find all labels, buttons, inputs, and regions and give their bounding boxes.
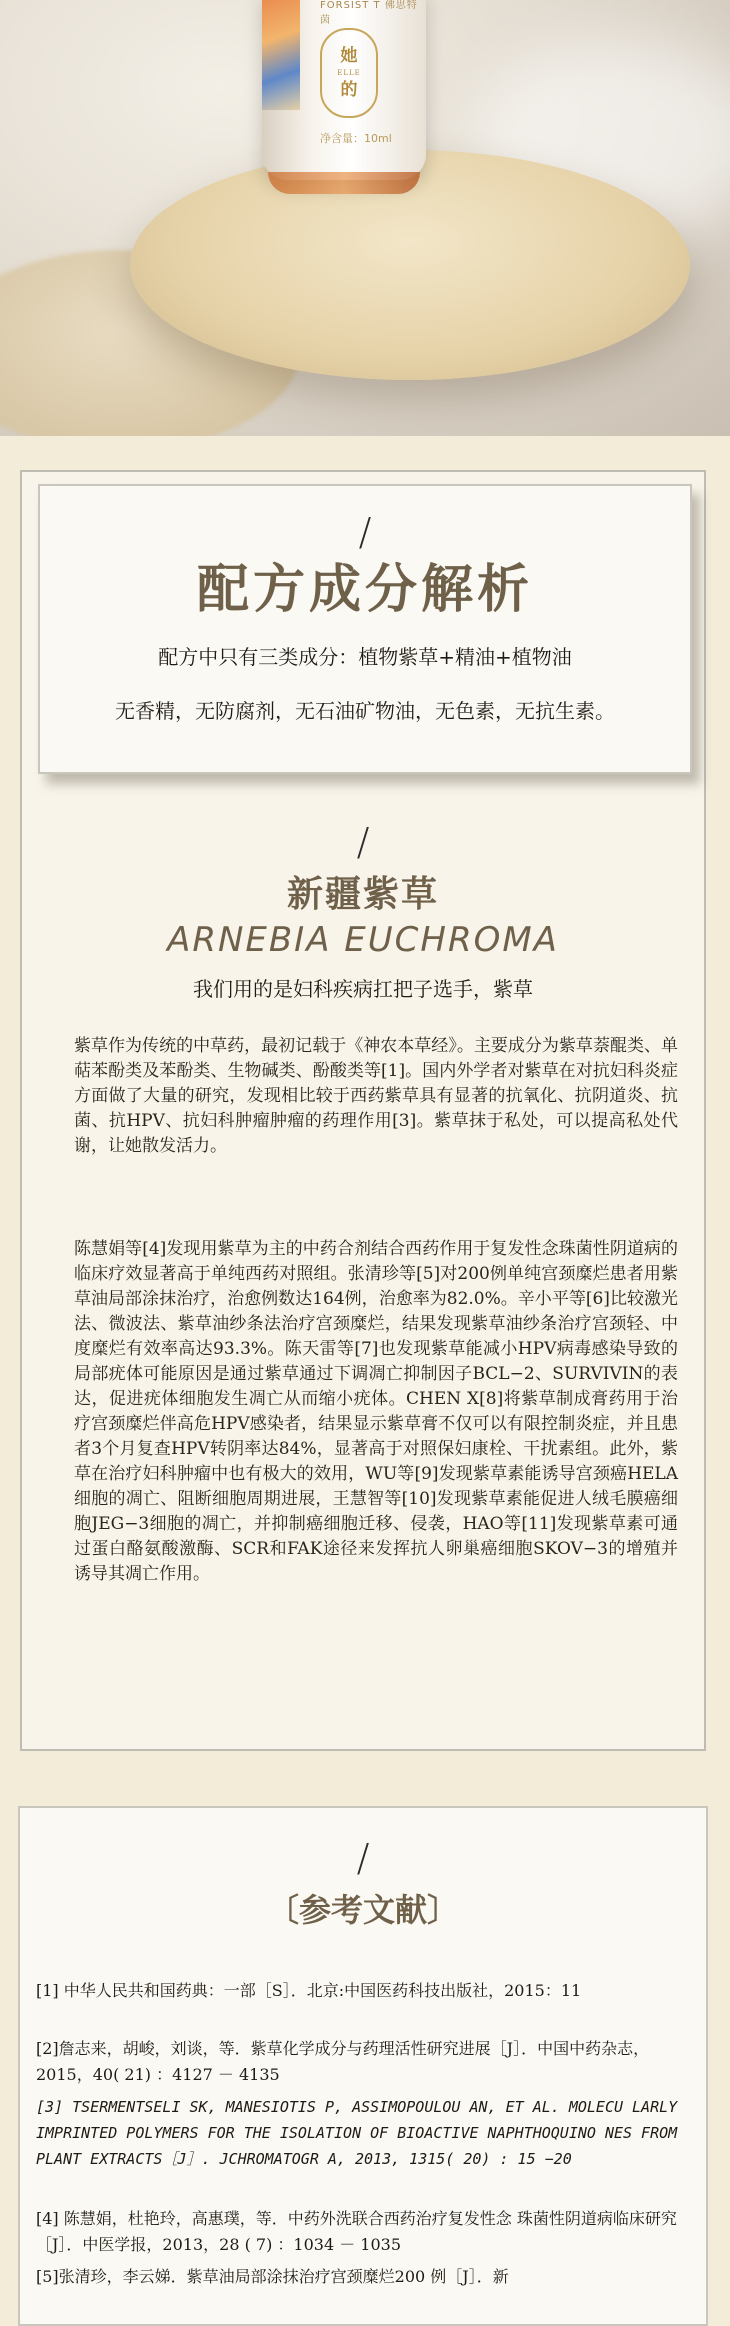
- references-card: [18, 1806, 708, 2326]
- bottle-brand: FORSIST T 佛思特茵: [320, 0, 418, 26]
- herb-tagline: 我们用的是妇科疾病扛把子选手，紫草: [193, 977, 533, 1001]
- reference-item: [4] 陈慧娟，杜艳玲，高惠璞，等．中药外洗联合西药治疗复发性念 珠菌性阴道病临床研究［J］．中医学报，2013，28 ( 7) ：1034 － 1035: [36, 2209, 677, 2254]
- divider-slash: /: [356, 820, 370, 864]
- herb-title: 新疆紫草: [286, 873, 439, 915]
- formula-free-from: 无香精，无防腐剂，无石油矿物油，无色素，无抗生素。: [115, 699, 615, 723]
- product-bottle: [262, 0, 426, 180]
- formula-ingredients: 配方中只有三类成分：植物紫草+精油+植物油: [158, 645, 572, 669]
- divider-slash: /: [356, 1836, 370, 1880]
- reference-item: [2]詹志来，胡峻，刘谈，等．紫草化学成分与药理活性研究进展［J］．中国中药杂志，2015，40( 21) ：4127 － 4135: [36, 2039, 650, 2084]
- divider-slash: /: [358, 510, 372, 554]
- herb-header: [20, 822, 706, 1004]
- reference-item: [1] 中华人民共和国药典：一部［S］．北京:中国医药科技出版社，2015：11: [36, 1981, 582, 2000]
- references-title: 〔参考文献〕: [266, 1891, 459, 1929]
- hero-product-photo: [0, 0, 730, 436]
- formula-title: 配方成分解析: [196, 559, 533, 620]
- herb-paragraph-2: 陈慧娟等[4]发现用紫草为主的中药合剂结合西药作用于复发性念珠菌性阴道病的临床疗效显著高于单纯西药对照组。张清珍等[5]对200例单纯宫颈糜烂患者用紫草油局部涂抹治疗，治愈例数达164例，治愈率为82.0%。辛小平等[6]比较激光法、微波法、紫草油纱条法治疗宫颈糜烂，结果发现紫草油纱条治疗宫颈轻、中度糜烂有效率高达93.3%。陈天雷等[7]也发现紫草能减小HPV病毒感染导致的局部疣体可能原因是通过紫草通过下调凋亡抑制因子BCL−2、SURVIVIN的表达，促进疣体细胞发生凋亡从而缩小疣体。CHEN X[8]将紫草制成膏药用于治疗宫颈糜烂伴高危HPV感染者，结果显示紫草膏不仅可以有限控制炎症，并且患者3个月复查HPV转阴率达84%，显著高于对照保妇康栓、干扰素组。此外，紫草在治疗妇科肿瘤中也有极大的效用，WU等[9]发现紫草素能诱导宫颈癌HELA细胞的凋亡、阻断细胞周期进展，王慧智等[10]发现紫草素能促进人绒毛膜癌细胞JEG−3细胞的凋亡，并抑制癌细胞迁移、侵袭，HAO等[11]发现紫草素可通过蛋白酪氨酸激酶、SCR和FAK途径来发挥抗人卵巢癌细胞SKOV−3的增殖并诱导其凋亡作用。: [74, 1239, 678, 1584]
- reference-item: [5]张清珍，李云娣．紫草油局部涂抹治疗宫颈糜烂200 例［J］．新: [36, 2267, 509, 2286]
- bottle-artwork: [262, 0, 300, 110]
- reference-item: [3] TSERMENTSELI SK, MANESIOTIS P, ASSIMOPOULOU AN, ET AL. MOLECU LARLY IMPRINTED POLYMERS FOR THE ISOLATION OF BIOACTIVE NAPHTHOQUINO NES FROM PLANT EXTRACTS［J］. JCHROMATOGR A, 2013, 1315( 20) : 15 −20: [36, 2098, 678, 2168]
- formula-card: [38, 484, 692, 774]
- bottle-base: [268, 172, 420, 194]
- bottle-volume: 净含量：10ml: [320, 132, 392, 145]
- herb-paragraph-1: 紫草作为传统的中草药，最初记载于《神农本草经》。主要成分为紫草萘醌类、单萜苯酚类及苯酚类、生物碱类、酚酸类等[1]。国内外学者对紫草在对抗妇科炎症方面做了大量的研究，发现相比较于西药紫草具有显著的抗氧化、抗阴道炎、抗菌、抗HPV、抗妇科肿瘤肿瘤的药理作用[3]。紫草抹于私处，可以提高私处代谢，让她散发活力。: [74, 1036, 678, 1156]
- herb-latin-name: ARNEBIA EUCHROMA: [167, 920, 559, 960]
- bottle-seal-logo: 她 ELLE 的: [320, 28, 378, 118]
